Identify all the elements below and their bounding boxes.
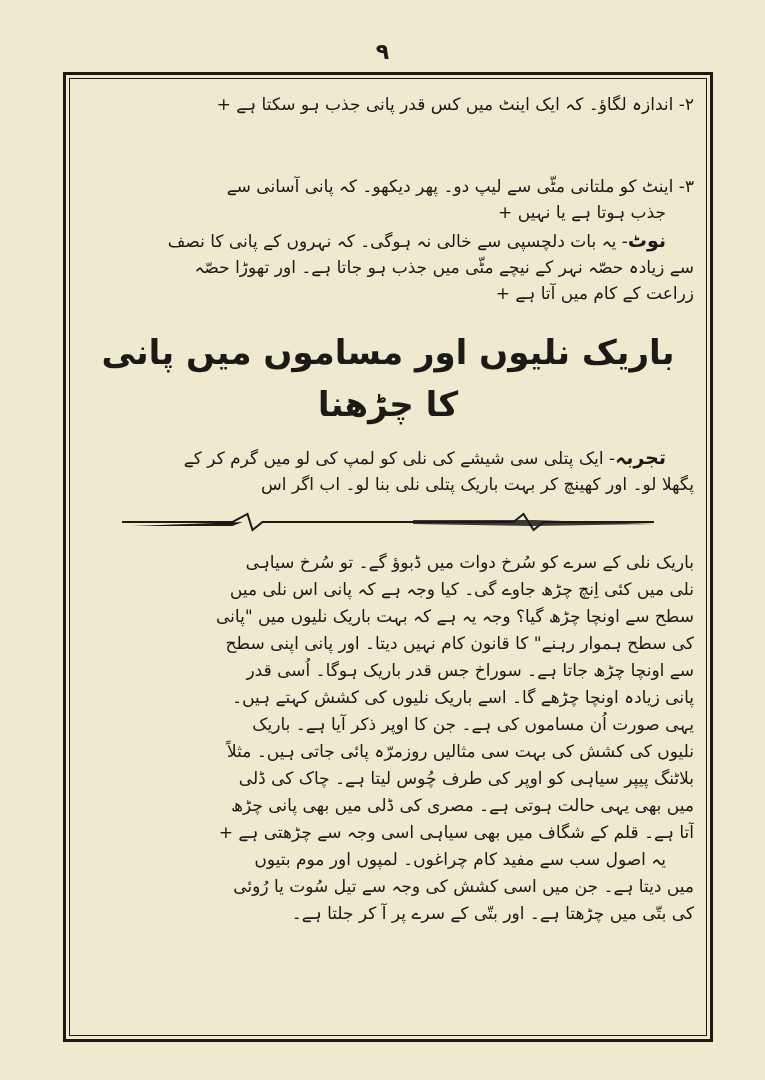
body-line: کی بتّی میں چڑھتا ہے۔ اور بتّی کے سرے پر آ کر جلتا ہے۔ <box>291 904 694 924</box>
exercise-item-3: ۳- اینٹ کو ملتانی مٹّی سے لیپ دو۔ پھر دیکھو۔ کہ پانی آسانی سے <box>226 177 694 197</box>
note-line-3: زراعت کے کام میں آتا ہے + <box>495 284 694 304</box>
body-line: میں دیتا ہے۔ جن میں اسی کشش کی وجہ سے تیل سُوت یا رُوئی <box>233 877 694 897</box>
experiment-label: تجربہ <box>615 447 666 469</box>
note-text-1: - یہ بات دلچسپی سے خالی نہ ہوگی۔ کہ نہروں کے پانی کا نصف <box>167 232 628 252</box>
body-line: پانی زیادہ اونچا چڑھے گا۔ اسے باریک نلیوں کی کشش کہتے ہیں۔ <box>232 688 694 708</box>
note-line-2: سے زیادہ حصّہ نہر کے نیچے مٹّی میں جذب ہو جاتا ہے۔ اور تھوڑا حصّہ <box>194 258 694 278</box>
body-line: نلی میں کئی اِنچ چڑھ جاوے گی۔ کیا وجہ ہے کہ پانی اس نلی میں <box>229 580 694 600</box>
body-line: یہ اصول سب سے مفید کام چراغوں۔ لمپوں اور موم بتیوں <box>254 850 666 870</box>
body-line: باریک نلی کے سرے کو سُرخ دوات میں ڈبوؤ گے۔ تو سُرخ سیاہی <box>245 553 694 573</box>
experiment-text-1: - ایک پتلی سی شیشے کی نلی کو لمپ کی لو میں گرم کر کے <box>183 449 616 469</box>
body-paragraph <box>82 550 694 928</box>
page-content <box>82 86 694 1030</box>
body-line: میں بھی یہی حالت ہوتی ہے۔ مصری کی ڈلی میں بھی پانی چڑھ <box>231 796 694 816</box>
body-line: آتا ہے۔ قلم کے شگاف میں بھی سیاہی اسی وجہ سے چڑھتی ہے + <box>218 823 694 843</box>
experiment-line-2: پگھلا لو۔ اور کھینچ کر بہت باریک پتلی نلی بنا لو۔ اب اگر اس <box>260 475 694 495</box>
note-label: نوٹ <box>627 230 666 252</box>
body-line: سے اونچا چڑھ جاتا ہے۔ سوراخ جس قدر باریک ہوگا۔ اُسی قدر <box>246 661 694 681</box>
tube-divider-ornament <box>112 502 664 542</box>
experiment-line-1 <box>82 445 694 472</box>
note-line-1 <box>82 228 694 255</box>
page-number: ۹ <box>375 40 390 65</box>
body-line: نلیوں کی کشش کی بہت سی مثالیں روزمرّہ پائی جاتی ہیں۔ مثلاً <box>227 742 694 762</box>
body-line: کی سطح ہموار رہنے" کا قانون کام نہیں دیتا۔ اور پانی اپنی سطح <box>225 634 694 654</box>
section-heading: باریک نلیوں اور مساموں میں پانی کا چڑھنا <box>101 333 675 425</box>
exercise-item-2: ۲- اندازہ لگاؤ۔ کہ ایک اینٹ میں کس قدر پانی جذب ہو سکتا ہے + <box>216 95 694 115</box>
exercise-item-3-cont: جذب ہوتا ہے یا نہیں + <box>498 203 666 223</box>
body-line: بلاٹنگ پیپر سیاہی کو اوپر کی طرف چُوس لیتا ہے۔ چاک کی ڈلی <box>238 769 694 789</box>
body-line: یہی صورت اُن مساموں کی ہے۔ جن کا اوپر ذکر آیا ہے۔ باریک <box>252 715 694 735</box>
body-line: سطح سے اونچا چڑھ گیا؟ وجہ یہ ہے کہ بہت باریک نلیوں میں "پانی <box>216 607 694 627</box>
